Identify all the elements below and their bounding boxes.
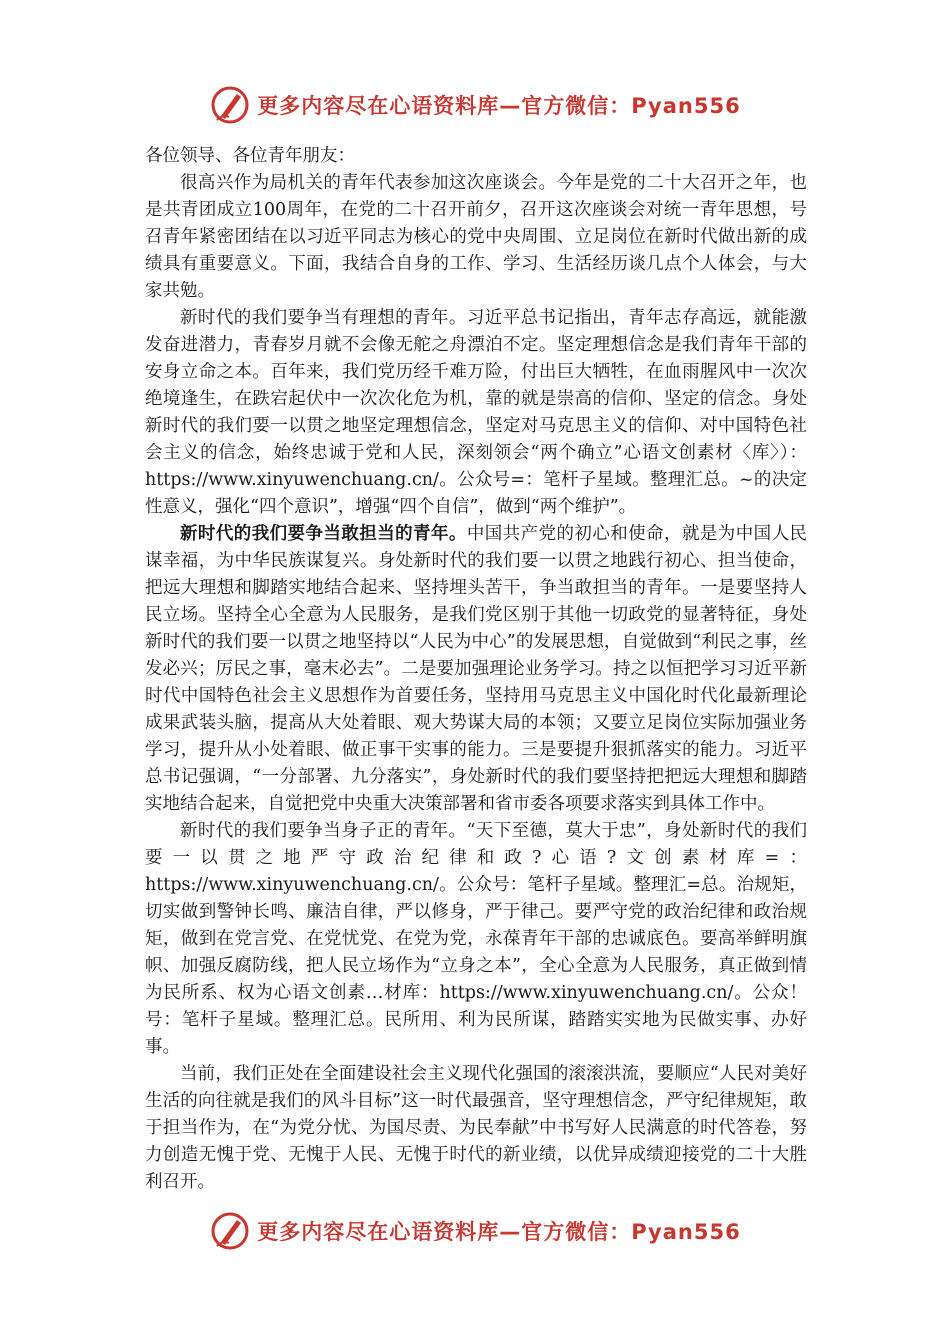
- paragraph-text: 新时代的我们要争当有理想的青年。习近平总书记指出，青年志存高远，就能激发奋进潜力，青春岁月就不会像无舵之舟漂泊不定。坚定理想信念是我们青年干部的安身立命之本。百年来，我们党历经千难万险，付出巨大牺牲，在血雨腥风中一次次绝境逢生，在跌宕起伏中一次次化危为机，靠的就是崇高的信仰、坚定的信念。身处新时代的我们要一以贯之地坚定理想信念，坚定对马克思主义的信仰、对中国特色社会主义的信念，始终忠诚于党和人民，深刻领会“两个确立”心语文创素材〈库〉）：https://www.xinyuwenchuang.cn/。公众号=：笔杆子星域。整理汇总。~的决定性意义，强化“四个意识”，增强“四个自信”，做到“两个维护”。: [145, 308, 807, 517]
- paragraph: [145, 305, 807, 521]
- paragraph: [145, 1061, 807, 1196]
- banner-text: 更多内容尽在心语资料库—官方微信：Pyan556: [257, 1220, 741, 1244]
- pen-logo-icon: [209, 84, 251, 126]
- paragraph-text: 新时代的我们要争当身子正的青年。“天下至德，莫大于忠”，身处新时代的我们要一以贯之地严守政治纪律和政?心语?文创素材库=：https://www.xinyuwenchuang.cn/。公众号：笔杆子星域。整理汇=总。治规矩，切实做到警钟长鸣、廉洁自律，严以修身，严于律己。要严守党的政治纪律和政治规矩，做到在党言党、在党忧党、在党为党，永葆青年干部的忠诚底色。要高举鲜明旗帜、加强反腐防线，把人民立场作为“立身之本”，全心全意为人民服务，真正做到情为民所系、权为心语文创素…材库：https://www.xinyuwenchuang.cn/。公众！号：笔杆子星域。整理汇总。民所用、利为民所谋，踏踏实实地为民做实事、办好事。: [145, 821, 807, 1057]
- paragraph: [145, 818, 807, 1061]
- footer-banner: [0, 1206, 950, 1256]
- greeting: 各位领导、各位青年朋友：: [145, 146, 355, 166]
- paragraph-text: 中国共产党的初心和使命，就是为中国人民谋幸福，为中华民族谋复兴。身处新时代的我们要一以贯之地践行初心、担当使命，把远大理想和脚踏实地结合起来、坚持埋头苦干，争当敢担当的青年。一是要坚持人民立场。坚持全心全意为人民服务，是我们党区别于其他一切政党的显著特征，身处新时代的我们要一以贯之地坚持以“人民为中心”的发展思想，自觉做到“利民之事，丝发必兴；厉民之事，毫末必去”。二是要加强理论业务学习。持之以恒把学习习近平新时代中国特色社会主义思想作为首要任务，坚持用马克思主义中国化时代化最新理论成果武装头脑，提高从大处着眼、观大势谋大局的本领；又要立足岗位实际加强业务学习，提升从小处着眼、做正事干实事的能力。三是要提升狠抓落实的能力。习近平总书记强调，“一分部署、九分落实”，身处新时代的我们要坚持把把远大理想和脚踏实地结合起来，自觉把党中央重大决策部署和省市委各项要求落实到具体工作中。: [145, 524, 808, 814]
- paragraph: [145, 170, 807, 305]
- document-body: [145, 143, 807, 1196]
- banner-text: 更多内容尽在心语资料库—官方微信：Pyan556: [257, 94, 741, 118]
- paragraph: [145, 521, 807, 818]
- paragraph-text: 当前，我们正处在全面建设社会主义现代化强国的滚滚洪流，要顺应“人民对美好生活的向往就是我们的风斗目标”这一时代最强音，坚守理想信念，严守纪律规矩，敢于担当作为，在“为党分忧、为国尽责、为民奉献”中书写好人民满意的时代答卷，努力创造无愧于党、无愧于人民、无愧于时代的新业绩，以优异成绩迎接党的二十大胜利召开。: [145, 1064, 807, 1192]
- pen-logo-icon: [209, 1210, 251, 1252]
- paragraph-text: 很高兴作为局机关的青年代表参加这次座谈会。今年是党的二十大召开之年，也是共青团成立100周年，在党的二十召开前夕，召开这次座谈会对统一青年思想，号召青年紧密团结在以习近平同志为核心的党中央周围、立足岗位在新时代做出新的成绩具有重要意义。下面，我结合自身的工作、学习、生活经历谈几点个人体会，与大家共勉。: [145, 173, 807, 301]
- header-banner: [0, 80, 950, 130]
- paragraph-lead: 新时代的我们要争当敢担当的青年。: [180, 524, 467, 544]
